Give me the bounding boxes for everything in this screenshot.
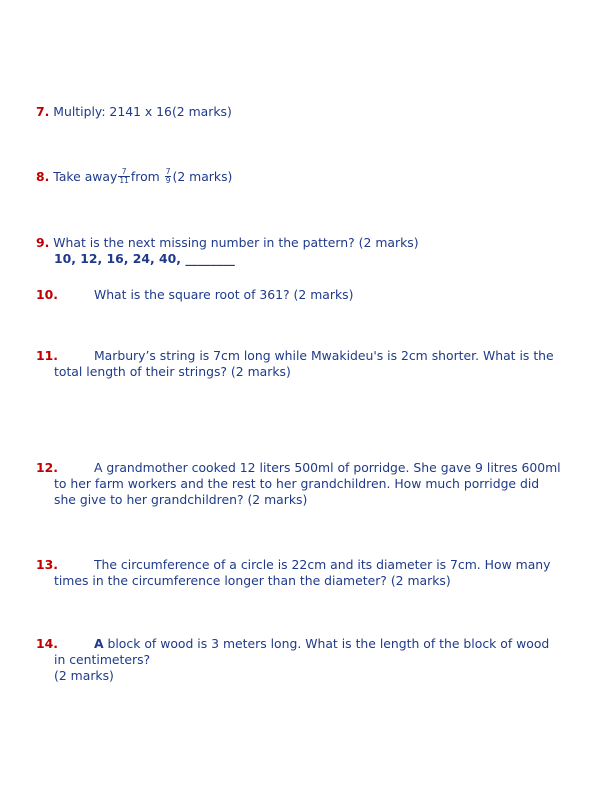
question-text: What is the next missing number in the pattern? (2 marks): [53, 235, 419, 250]
question-number: 14.: [36, 636, 58, 651]
question-11: [36, 348, 596, 380]
question-text: (2 marks): [54, 668, 114, 683]
bold-word: A: [93, 636, 104, 651]
question-13: [36, 557, 596, 589]
question-number: 11.: [36, 348, 58, 363]
question-8: [36, 169, 596, 186]
question-number: 7.: [36, 104, 50, 119]
question-text: (2 marks): [172, 169, 233, 184]
question-number: 8.: [36, 169, 50, 184]
question-12: [36, 460, 596, 508]
question-text: she give to her grandchildren? (2 marks): [54, 492, 308, 507]
question-number: 13.: [36, 557, 58, 572]
question-14: [36, 636, 596, 684]
question-text: to her farm workers and the rest to her grandchildren. How much porridge did: [54, 476, 540, 491]
question-text: in centimeters?: [54, 652, 151, 667]
question-text: Take away: [53, 169, 118, 184]
question-7: [36, 104, 596, 120]
fraction-seven-elevenths: $\frac{7}{11}$: [119, 167, 129, 185]
question-text: Multiply: 2141 x 16(2 marks): [53, 104, 232, 119]
question-number: 9.: [36, 235, 50, 250]
question-text: The circumference of a circle is 22cm and its diameter is 7cm. How many: [93, 557, 551, 572]
question-text: block of wood is 3 meters long. What is the length of the block of wood: [107, 636, 550, 651]
question-text: from: [130, 169, 160, 184]
question-text: times in the circumference longer than the diameter? (2 marks): [54, 573, 451, 588]
question-text: total length of their strings? (2 marks): [54, 364, 291, 379]
question-text: Marbury’s string is 7cm long while Mwakideu's is 2cm shorter. What is the: [93, 348, 554, 363]
fraction-seven-ninths: $\frac{7}{9}$: [165, 167, 171, 185]
question-number: 12.: [36, 460, 58, 475]
number-pattern: 10, 12, 16, 24, 40, ________: [54, 251, 235, 266]
question-10: [36, 287, 596, 303]
question-text: A grandmother cooked 12 liters 500ml of porridge. She gave 9 litres 600ml: [93, 460, 561, 475]
question-9: [36, 235, 596, 267]
question-number: 10.: [36, 287, 58, 302]
question-text: What is the square root of 361? (2 marks): [93, 287, 354, 302]
